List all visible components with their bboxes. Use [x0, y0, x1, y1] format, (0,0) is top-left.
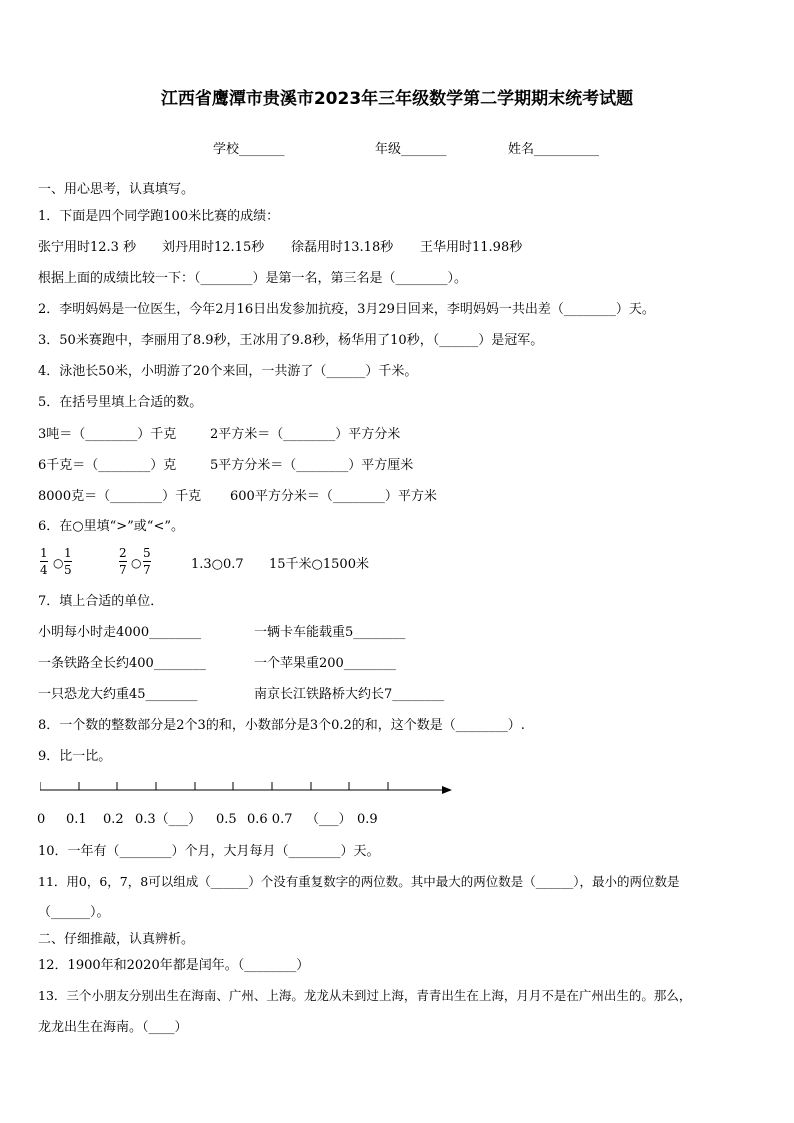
compare-length: 15千米○1500米 [269, 557, 369, 572]
time-xulei: 徐磊用时13.18秒 [291, 240, 394, 255]
unit-item: 南京长江铁路桥大约长7________ [254, 687, 445, 702]
section-heading-2: 二、仔细推敲，认真辨析。 [38, 932, 195, 947]
question-6-stem: 6．在○里填“>”或“<”。 [38, 519, 184, 534]
question-1-ask: 根据上面的成绩比较一下：（________）是第一名，第三名是（________）。 [38, 271, 468, 286]
unit-item: 一个苹果重200________ [254, 656, 396, 671]
number-line-label: 0 [37, 812, 46, 827]
question-13-line-1: 13．三个小朋友分别出生在海南、广州、上海。龙龙从未到过上海，青青出生在上海，月月不是在广州出生的。那么， [38, 988, 692, 1003]
fraction: $\frac{1}{4}$ [40, 546, 48, 577]
unit-item: 一只恐龙大约重45________ [38, 687, 198, 702]
question-9-stem: 9．比一比。 [38, 749, 112, 764]
number-line-label: 0.9 [357, 812, 378, 827]
question-2: 2．李明妈妈是一位医生，今年2月16日出发参加抗疫，3月29日回来，李明妈妈一共出差（________）天。 [38, 302, 655, 317]
question-11-line-1: 11．用0，6，7，8可以组成（______）个没有重复数字的两位数。其中最大的两位数是（______），最小的两位数是 [38, 874, 680, 889]
compare-circle: ○ [131, 556, 142, 570]
conversion-item: 8000克＝（________）千克 [38, 489, 202, 504]
conversion-item: 3吨＝（________）千克 [38, 427, 177, 442]
number-line-label: （___） [306, 812, 352, 827]
number-line [40, 780, 452, 800]
unit-item: 小明每小时走4000________ [38, 625, 202, 640]
conversion-item: 2平方米＝（________）平方分米 [210, 427, 401, 442]
question-1-stem: 1．下面是四个同学跑100米比赛的成绩： [38, 209, 280, 224]
number-line-label: 0.3（___） [135, 812, 202, 827]
number-line-label: 0.2 [103, 812, 124, 827]
time-zhangning: 张宁用时12.3 秒 [38, 240, 137, 255]
question-13-line-2: 龙龙出生在海南。（____） [38, 1020, 188, 1035]
fraction: $\frac{2}{7}$ [119, 546, 127, 577]
number-line-label: 0.6 0.7 [247, 812, 293, 827]
number-line-label: 0.5 [216, 812, 237, 827]
time-wanghua: 王华用时11.98秒 [420, 240, 523, 255]
question-12: 12．1900年和2020年都是闰年。（________） [38, 958, 310, 973]
conversion-item: 600平方分米＝（________）平方米 [230, 489, 437, 504]
unit-item: 一条铁路全长约400________ [38, 656, 206, 671]
compare-decimal: 1.3○0.7 [191, 557, 244, 572]
school-field: 学校_______ [213, 142, 285, 157]
name-field: 姓名__________ [508, 142, 600, 157]
page-title: 江西省鹰潭市贵溪市2023年三年级数学第二学期期末统考试题 [160, 89, 634, 109]
conversion-item: 5平方分米＝（________）平方厘米 [210, 458, 414, 473]
grade-field: 年级_______ [375, 142, 447, 157]
compare-circle: ○ [53, 556, 64, 570]
unit-item: 一辆卡车能载重5________ [254, 625, 406, 640]
conversion-item: 6千克＝（________）克 [38, 458, 177, 473]
question-4: 4．泳池长50米，小明游了20个来回，一共游了（______）千米。 [38, 364, 418, 379]
question-3: 3．50米赛跑中，李丽用了8.9秒，王冰用了9.8秒，杨华用了10秒，（______）是冠军。 [38, 333, 544, 348]
question-7-stem: 7．填上合适的单位． [38, 594, 164, 609]
question-8: 8．一个数的整数部分是2个3的和，小数部分是3个0.2的和，这个数是（________）. [38, 718, 525, 733]
question-5-stem: 5．在括号里填上合适的数。 [38, 395, 203, 410]
section-heading-1: 一、用心思考，认真填写。 [38, 182, 195, 197]
question-11-line-2: （______）。 [38, 905, 110, 920]
number-line-label: 0.1 [66, 812, 87, 827]
fraction: $\frac{5}{7}$ [143, 546, 151, 577]
question-10: 10．一年有（________）个月，大月每月（________）天。 [38, 844, 380, 859]
time-liudan: 刘丹用时12.15秒 [162, 240, 265, 255]
fraction: $\frac{1}{5}$ [64, 546, 72, 577]
